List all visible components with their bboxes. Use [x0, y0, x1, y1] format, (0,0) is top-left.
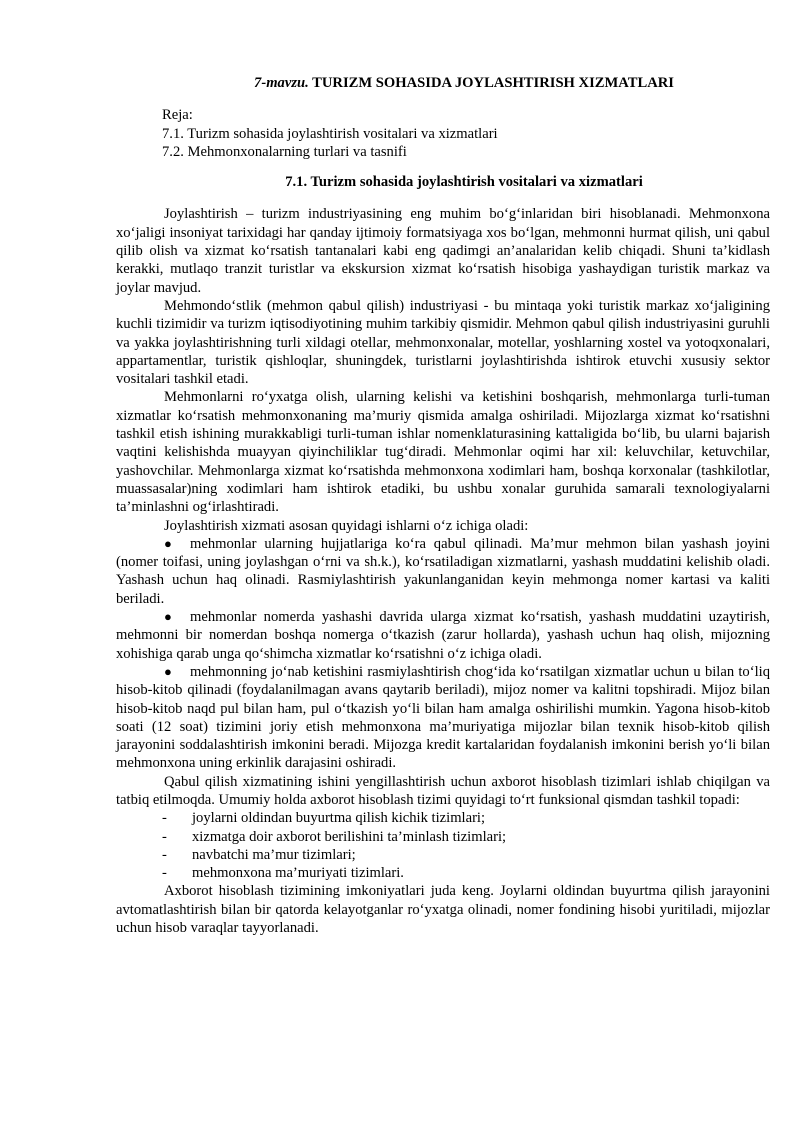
- dash-icon: -: [162, 828, 167, 845]
- plan-label: Reja:: [162, 107, 193, 124]
- dash-icon: -: [162, 865, 167, 882]
- dash-item-text: xizmatga doir axborot berilishini ta’minlash tizimlari;: [192, 828, 507, 845]
- dash-list: [116, 809, 770, 882]
- dash-item-text: mehmonxona ma’muriyati tizimlari.: [192, 865, 404, 882]
- document-title: [116, 74, 770, 92]
- bullet-text: mehmonlar ularning hujjatlariga ko‘ra qabul qilinadi. Ma’mur mehmon bilan yashash joyini (nomer toifasi, uning joylashgan o‘rni va sh.k.), ko‘rsatiladigan xizmatlarni, yashash muddatini kelishib oladi. Yashash uchun haq olinadi. Rasmiylashtirish yakunlanganidan keyin mehmonga nomer kartasi va kaliti beriladi.: [116, 535, 770, 607]
- paragraph: Mehmonlarni ro‘yxatga olish, ularning kelishi va ketishini boshqarish, mehmonlarga turli-tuman xizmatlar ko‘rsatish mehmonxonaning ma’muriy qismida amalga oshiriladi. Mijozlarga xizmat ko‘rsatishni tashkil etish ishining murakkabligi turli-tuman ishlar nomenklaturasining kattaligida bo‘lib, bu ularni bajarish vaqtini kelishishda muayyan qiyinchiliklar tug‘diradi. Mehmonlar oqimi har xil: keluvchilar, ketuvchilar, yashovchilar. Mehmonlarga xizmat ko‘rsatishda mehmonxona xodimlari ham, boshqa korxonalar (tashkilotlar, muassasalar)ning xodimlari ham ishtirok etadiki, bu ushbu xonalar guruhida samarali texnologiyalarni ta’minlashni og‘irlashtiradi.: [116, 389, 770, 516]
- dash-item-text: joylarni oldindan buyurtma qilish kichik tizimlari;: [192, 810, 486, 827]
- bullet-item: [116, 608, 770, 663]
- bullet-icon: ●: [164, 609, 172, 625]
- topic-number: 7-mavzu.: [254, 75, 309, 91]
- paragraph: Mehmondo‘stlik (mehmon qabul qilish) industriyasi - bu mintaqa yoki turistik markaz xo‘jaligining kuchli tizimidir va turizm iqtisodiyotining muhim tarkibiy qismidir. Mehmon qabul qilish industriyasini guruhli va yakka joylashtirishning turli xildagi otellar, mehmonxonalar, motellar, yoshlarning xostel va yotoqxonalari, appartamentlar, turistik qishloqlar, shuningdek, turistlarni joylashtirishda ishtirok etuvchi xususiy sektor vositalari tashkil etadi.: [116, 297, 770, 388]
- dash-list-item: [162, 864, 770, 882]
- plan-block: [162, 106, 770, 161]
- document-page: [116, 74, 770, 937]
- dash-list-item: [162, 846, 770, 864]
- bullet-text: mehmonning jo‘nab ketishini rasmiylashtirish chog‘ida ko‘rsatilgan xizmatlar uchun u bilan to‘liq hisob-kitob qilinadi (foydalanilmagan avans qaytarib beriladi), mijoz nomer va kalitni topshiradi. Mijoz bilan hisob-kitob naqd pul bilan ham, pul o‘tkazish yo‘li bilan ham amalga oshirilishi mumkin. Yagona hisob-kitob soati (12 soat) tizimini joriy etish mehmonxona ma’muriyatiga mijozlar bilan texnik hisob-kitob qilish jarayonini soddalashtirish imkonini beradi. Mijozga kredit kartalaridan foydalanish imkonini berish yo‘li bilan mehmonxona uning erkinlik darajasini oshiradi.: [116, 663, 770, 772]
- bullet-icon: ●: [164, 535, 172, 551]
- bullet-item: [116, 535, 770, 608]
- topic-title: TURIZM SOHASIDA JOYLASHTIRISH XIZMATLARI: [312, 75, 674, 91]
- dash-item-text: navbatchi ma’mur tizimlari;: [192, 846, 356, 863]
- bullet-icon: ●: [164, 663, 172, 679]
- dash-icon: -: [162, 846, 167, 863]
- plan-item: 7.1. Turizm sohasida joylashtirish vositalari va xizmatlari: [162, 125, 498, 142]
- dash-list-item: [162, 828, 770, 846]
- paragraph: Axborot hisoblash tizimining imkoniyatlari juda keng. Joylarni oldindan buyurtma qilish jarayonini avtomatlashtirish bilan bir qatorda kelayotganlar ro‘yxatga olinadi, nomer fondining hisobi yuritiladi, mijozlar uchun hisob varaqlar tayyorlanadi.: [116, 883, 770, 937]
- plan-item: 7.2. Mehmonxonalarning turlari va tasnifi: [162, 143, 407, 160]
- bullet-text: mehmonlar nomerda yashashi davrida ularga xizmat ko‘rsatish, yashash muddatini uzaytirish, mehmonni bir nomerdan boshqa nomerga o‘tkazish (zarur hollarda), yashash uchun haq olish, mijozning xohishiga qarab unga qo‘shimcha xizmatlar ko‘rsatishni o‘z ichiga oladi.: [116, 609, 770, 662]
- dash-icon: -: [162, 810, 167, 827]
- dash-list-item: [162, 809, 770, 827]
- section-heading: 7.1. Turizm sohasida joylashtirish vositalari va xizmatlari: [285, 174, 643, 191]
- paragraph: Qabul qilish xizmatining ishini yengillashtirish uchun axborot hisoblash tizimlari ishlab chiqilgan va tatbiq etilmoqda. Umumiy holda axborot hisoblash tizimi quyidagi to‘rt funksional qismdan tashkil topadi:: [116, 773, 770, 808]
- paragraph: Joylashtirish xizmati asosan quyidagi ishlarni o‘z ichiga oladi:: [164, 517, 529, 534]
- paragraph: Joylashtirish – turizm industriyasining eng muhim bo‘g‘inlaridan biri hisoblanadi. Mehmonxona xo‘jaligi insoniyat tarixidagi har qanday ijtimoiy formatsiyaga xos bo‘lgan, mehmonni hurmat qilish, uni qabul qilib olish va xizmat ko‘rsatish tantanalari kabi eng qadimgi an’analaridan kelib chiqadi. Shuni ta’kidlash kerakki, mutlaqo tranzit turistlar va ekskursion xizmat ko‘rsatish hisobiga yashaydigan turistik markaz va joylar mavjud.: [116, 206, 770, 296]
- bullet-item: [116, 663, 770, 773]
